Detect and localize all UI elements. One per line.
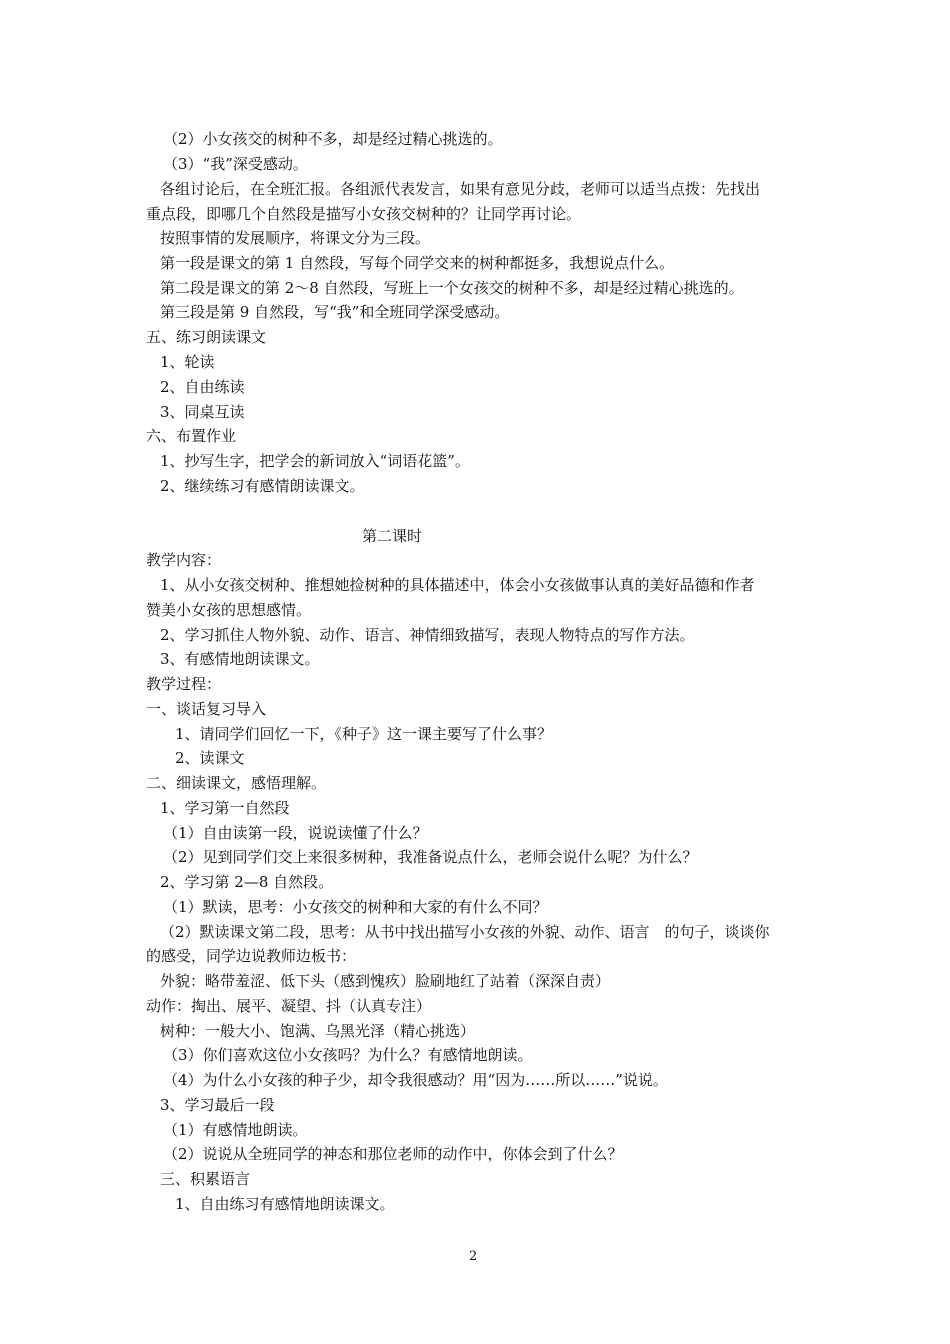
text-line: 3、同桌互读: [160, 403, 245, 421]
text-line: 按照事情的发展顺序，将课文分为三段。: [160, 229, 431, 247]
text-line: 重点段，即哪几个自然段是描写小女孩交树种的？让同学再讨论。: [146, 205, 582, 223]
section-heading: 二、细读课文，感悟理解。: [146, 774, 327, 792]
section-heading: 六、布置作业: [146, 427, 237, 445]
text-line: （1）默读，思考：小女孩交的树种和大家的有什么不同？: [163, 898, 548, 916]
text-line: （1）有感情地朗读。: [163, 1121, 308, 1139]
text-line: 2、读课文: [175, 749, 245, 767]
text-line: 1、自由练习有感情地朗读课文。: [175, 1195, 395, 1213]
text-line: 赞美小女孩的思想感情。: [146, 601, 312, 619]
text-line: 教学内容：: [146, 551, 222, 569]
text-line: （3）你们喜欢这位小女孩吗？为什么？有感情地朗读。: [163, 1046, 533, 1064]
text-line: 教学过程：: [146, 675, 222, 693]
text-line: 2、学习第 2—8 自然段。: [160, 873, 334, 891]
text-line: 2、继续练习有感情朗读课文。: [160, 477, 365, 495]
section-heading: 五、练习朗读课文: [146, 328, 267, 346]
text-line: 第一段是课文的第 1 自然段，写每个同学交来的树种都挺多，我想说点什么。: [160, 254, 675, 272]
page-number: 2: [469, 1249, 478, 1264]
text-line: 第三段是第 9 自然段，写“我”和全班同学深受感动。: [160, 303, 510, 321]
text-line: 动作：掏出、展平、凝望、抖（认真专注）: [146, 997, 432, 1015]
text-line: 2、学习抓住人物外貌、动作、语言、神情细致描写，表现人物特点的写作方法。: [160, 626, 695, 644]
text-line: 3、有感情地朗读课文。: [160, 650, 320, 668]
text-line: 1、轮读: [160, 353, 215, 371]
text-line: 的感受，同学边说教师边板书：: [146, 947, 357, 965]
text-line: 外貌：略带羞涩、低下头（感到愧疚）脸刷地红了站着（深深自责）: [160, 972, 611, 990]
text-line: （2）小女孩交的树种不多，却是经过精心挑选的。: [163, 130, 503, 148]
lesson-title: 第二课时: [362, 527, 423, 545]
text-line: （2）见到同学们交上来很多树种，我准备说点什么，老师会说什么呢？为什么？: [163, 848, 698, 866]
text-line: （3）“我”深受感动。: [163, 155, 308, 173]
text-line: （1）自由读第一段，说说读懂了什么？: [163, 824, 428, 842]
text-line: （2）默读课文第二段，思考：从书中找出描写小女孩的外貌、动作、语言 的句子，谈谈你: [160, 923, 770, 941]
text-line: 1、从小女孩交树种、推想她捡树种的具体描述中，体会小女孩做事认真的美好品德和作者: [160, 576, 755, 594]
text-line: （4）为什么小女孩的种子少，却令我很感动？用“因为……所以……”说说。: [163, 1071, 668, 1089]
text-line: 2、自由练读: [160, 378, 245, 396]
text-line: 第二段是课文的第 2～8 自然段，写班上一个女孩交的树种不多，却是经过精心挑选的。: [160, 279, 744, 297]
text-line: 1、抄写生字，把学会的新词放入“词语花篮”。: [160, 452, 470, 470]
text-line: 3、学习最后一段: [160, 1096, 275, 1114]
text-line: 各组讨论后，在全班汇报。各组派代表发言，如果有意见分歧，老师可以适当点拨：先找出: [160, 180, 761, 198]
text-line: 1、学习第一自然段: [160, 799, 290, 817]
section-heading: 一、谈话复习导入: [146, 700, 267, 718]
text-line: 1、请同学们回忆一下，《种子》这一课主要写了什么事？: [175, 725, 553, 743]
text-line: （2）说说从全班同学的神态和那位老师的动作中，你体会到了什么？: [163, 1145, 623, 1163]
section-heading: 三、积累语言: [160, 1170, 251, 1188]
text-line: 树种：一般大小、饱满、乌黑光泽（精心挑选）: [160, 1022, 476, 1040]
